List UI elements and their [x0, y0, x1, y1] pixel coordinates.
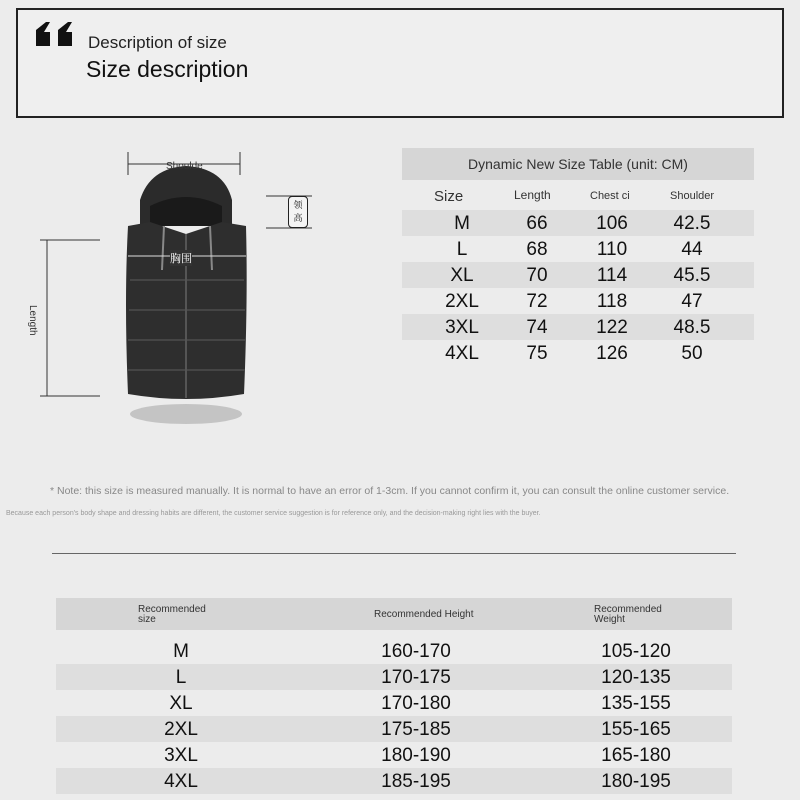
table-row: [56, 716, 732, 742]
cell-shoulder: 50: [681, 343, 703, 364]
cell-weight: 105-120: [601, 641, 671, 662]
header-size: Size: [434, 188, 464, 205]
collar-label-bottom: 高: [293, 213, 303, 223]
cell-chest: 118: [596, 291, 628, 312]
header-box: [16, 8, 784, 118]
cell-shoulder: 44: [681, 239, 703, 260]
table-row: [402, 314, 754, 340]
cell-size: 2XL: [445, 291, 479, 312]
cell-chest: 122: [596, 317, 628, 338]
header-shoulder: Shoulder: [670, 190, 715, 202]
header-chest: Chest ci: [590, 190, 630, 202]
cell-size: 2XL: [164, 719, 198, 740]
header-recommended-height: Recommended Height: [374, 609, 474, 620]
cell-size: M: [173, 641, 189, 662]
header-recommended-weight: Recommended Weight: [594, 604, 662, 625]
cell-weight: 155-165: [601, 719, 671, 740]
cell-weight: 135-155: [601, 693, 671, 714]
cell-size: 3XL: [445, 317, 479, 338]
measurement-note: * Note: this size is measured manually. It is normal to have an error of 1-3cm. If you cannot confirm it, you can consult the online customer service.: [50, 485, 730, 497]
divider: [52, 553, 736, 554]
cell-shoulder: 42.5: [673, 213, 711, 234]
cell-length: 66: [526, 213, 548, 234]
table-row: [402, 236, 754, 262]
collar-label-top: 领: [293, 200, 303, 210]
cell-shoulder: 45.5: [673, 265, 711, 286]
quote-icon: [34, 22, 76, 56]
length-label: Length: [27, 305, 38, 336]
header-subtitle: Description of size: [88, 33, 227, 52]
cell-length: 74: [526, 317, 548, 338]
header-length: Length: [514, 188, 551, 202]
cell-shoulder: 47: [681, 291, 703, 312]
table-row: [56, 690, 732, 716]
cell-size: 3XL: [164, 745, 198, 766]
table-row: [56, 664, 732, 690]
header-title: Size description: [86, 56, 249, 82]
cell-height: 185-195: [381, 771, 451, 792]
cell-weight: 165-180: [601, 745, 671, 766]
cell-chest: 110: [596, 239, 628, 260]
cell-size: XL: [169, 693, 193, 714]
size-table-header: [402, 180, 754, 210]
cell-chest: 126: [596, 343, 628, 364]
cell-weight: 180-195: [601, 771, 671, 792]
cell-height: 180-190: [381, 745, 451, 766]
shoulder-label: Shoulde: [166, 161, 203, 172]
vest-illustration: [0, 130, 340, 440]
cell-height: 175-185: [381, 719, 451, 740]
cell-length: 72: [526, 291, 548, 312]
cell-chest: 114: [596, 265, 628, 286]
cell-size: L: [456, 239, 468, 260]
header-recommended-size: Recommended size: [138, 604, 206, 625]
cell-height: 170-180: [381, 693, 451, 714]
cell-height: 160-170: [381, 641, 451, 662]
cell-size: L: [175, 667, 187, 688]
size-table-title: Dynamic New Size Table (unit: CM): [402, 148, 754, 180]
cell-size: 4XL: [164, 771, 198, 792]
table-row: [56, 742, 732, 768]
cell-size: M: [454, 213, 470, 234]
table-row: [402, 340, 754, 366]
cell-height: 170-175: [381, 667, 451, 688]
disclaimer-note: Because each person's body shape and dressing habits are different, the customer service suggestion is for reference only, and the decision-making right lies with the buyer.: [6, 510, 541, 517]
chest-label: 胸围: [170, 250, 192, 266]
cell-length: 75: [526, 343, 548, 364]
table-row: [402, 288, 754, 314]
cell-size: 4XL: [445, 343, 479, 364]
cell-length: 68: [526, 239, 548, 260]
cell-chest: 106: [596, 213, 628, 234]
cell-weight: 120-135: [601, 667, 671, 688]
table-row: [402, 210, 754, 236]
recommend-table: [56, 598, 732, 794]
cell-size: XL: [450, 265, 474, 286]
recommend-table-header: [56, 598, 732, 630]
table-row: [402, 262, 754, 288]
collar-height-tag: [288, 196, 308, 228]
table-row: [56, 768, 732, 794]
table-row: [56, 638, 732, 664]
cell-length: 70: [526, 265, 548, 286]
size-table: [402, 148, 754, 366]
cell-shoulder: 48.5: [673, 317, 711, 338]
